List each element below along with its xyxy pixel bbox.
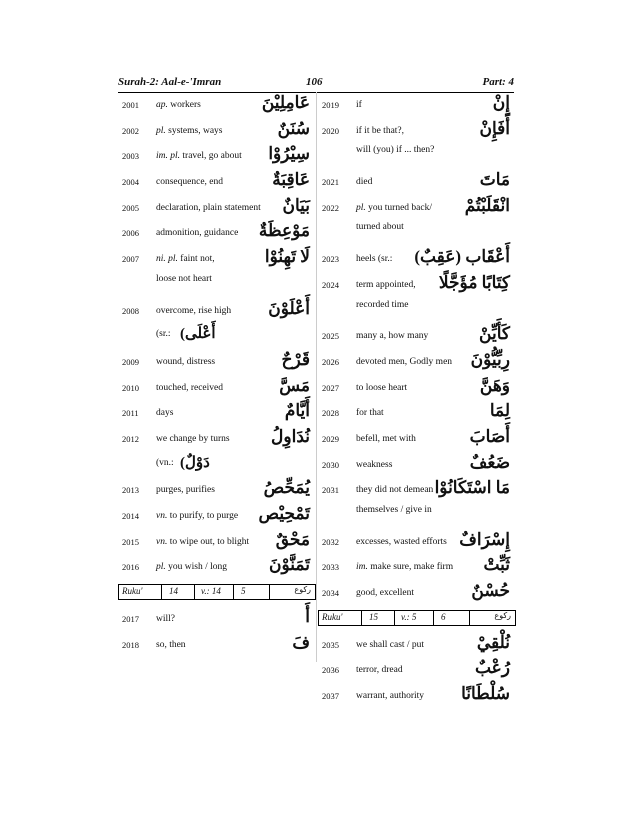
entry-meaning: [356, 222, 404, 232]
vocab-entry: [118, 220, 316, 246]
vocab-entry: [318, 143, 516, 169]
arabic-word: ثَبِّتْ: [483, 555, 510, 575]
meaning-text: to wipe out, to blight: [169, 536, 250, 547]
arabic-word: أَيَّامٌ: [284, 401, 310, 421]
entry-meaning: [156, 458, 174, 468]
arabic-word: بَيَانٌ: [282, 195, 310, 215]
vocab-entry: [318, 632, 516, 658]
entry-meaning: [356, 145, 434, 155]
entry-number: 2032: [322, 536, 339, 547]
vocab-entry: [318, 220, 516, 246]
entry-number: 2017: [122, 614, 139, 625]
vocab-entry: [118, 92, 316, 118]
entry-meaning: [156, 640, 186, 650]
meaning-text: if it be that?,: [356, 125, 405, 136]
arabic-word: تَمَنَّوْنَ: [269, 555, 310, 575]
vocab-entry: [118, 503, 316, 529]
arabic-word: مَوْعِظَةٌ: [258, 221, 310, 241]
meaning-text: admonition, guidance: [156, 228, 239, 239]
page-number: 106: [306, 76, 323, 88]
meaning-text: to purify, to purge: [169, 511, 239, 521]
vocab-entry: [318, 529, 516, 555]
entry-meaning: [356, 408, 384, 418]
meaning-text: wound, distress: [156, 356, 216, 367]
arabic-word: رِبِّيُّوْنَ: [470, 349, 510, 369]
ruku-label: Ruku': [322, 611, 343, 622]
entry-meaning: [156, 203, 261, 213]
entry-meaning: [356, 254, 392, 264]
arabic-word: فَ: [292, 632, 310, 652]
entry-meaning: [156, 126, 223, 136]
meaning-text: workers: [170, 100, 201, 110]
entry-meaning: [356, 588, 414, 598]
vocab-entry: [118, 477, 316, 503]
entry-number: 2028: [322, 408, 339, 419]
vocab-entry: [118, 349, 316, 375]
arabic-word: لَا تَهِنُوْا: [264, 247, 310, 267]
right-column: [318, 92, 516, 709]
vocab-entry: [318, 452, 516, 478]
meaning-text: (sr.:: [156, 329, 171, 340]
meaning-text: terror, dread: [356, 665, 403, 676]
vocab-entry: [318, 426, 516, 452]
entry-meaning: [156, 357, 215, 367]
part-label: Part: 4: [482, 76, 514, 88]
meaning-text: recorded time: [356, 299, 409, 310]
entry-meaning: [156, 151, 242, 161]
entry-number: 2029: [322, 433, 339, 444]
entry-meaning: [356, 485, 433, 495]
grammar-tag: im.: [356, 562, 368, 573]
meaning-text: if: [356, 100, 362, 110]
entry-meaning: [156, 537, 249, 547]
entry-number: 2014: [122, 511, 139, 521]
entry-number: 2021: [322, 177, 339, 188]
meaning-text: declaration, plain statement: [156, 202, 261, 213]
entry-number: 2034: [322, 588, 339, 599]
arabic-word: وَهَنَّ: [479, 375, 510, 395]
ruku-number: 14: [169, 586, 178, 597]
entry-meaning: [156, 614, 175, 624]
entry-meaning: [356, 126, 404, 136]
entry-meaning: [156, 228, 238, 238]
meaning-text: faint not,: [180, 254, 215, 265]
grammar-tag: pl.: [356, 202, 366, 213]
vocab-entry: [318, 683, 516, 709]
arabic-word: ضَعُفٌ: [469, 452, 510, 472]
arabic-word: أَ: [305, 607, 310, 627]
entry-number: 2030: [322, 459, 339, 470]
arabic-word: انْقَلَبْتُمْ: [464, 195, 510, 215]
arabic-word: أَعْقَاب (عَقِبٌ): [414, 247, 510, 267]
meaning-text: (vn.:: [156, 457, 174, 468]
entry-number: 2002: [122, 125, 139, 136]
vocab-entry: [118, 400, 316, 426]
entry-meaning: [156, 383, 223, 393]
entry-meaning: [156, 485, 215, 495]
vocab-entry: [118, 298, 316, 324]
arabic-word: حُسْنٌ: [471, 581, 510, 601]
left-column: [118, 92, 316, 657]
entry-number: 2036: [322, 665, 339, 676]
vocab-entry: [118, 375, 316, 401]
entry-number: 2013: [122, 485, 139, 496]
arabic-word: أَصَابَ: [469, 426, 510, 446]
arabic-word: مَحْقٌ: [275, 529, 310, 549]
arabic-word: مَا اسْتَكَانُوْا: [434, 478, 510, 498]
entry-number: 2025: [322, 331, 339, 342]
arabic-word: عَامِلِيْنَ: [261, 93, 310, 112]
meaning-text: warrant, authority: [356, 691, 425, 702]
left-entries-after: [118, 606, 316, 657]
ruku-number: 15: [369, 611, 378, 622]
entry-meaning: [156, 562, 227, 572]
entry-meaning: [356, 280, 416, 290]
vocab-entry: [118, 272, 316, 298]
meaning-text: good, excellent: [356, 588, 415, 599]
entry-number: 2001: [122, 100, 139, 110]
meaning-text: heels (sr.:: [356, 254, 393, 265]
entry-number: 2019: [322, 100, 339, 110]
meaning-text: for that: [356, 408, 384, 419]
entry-number: 2027: [322, 382, 339, 393]
entry-number: 2007: [122, 254, 139, 265]
verse-label: v.: 5: [401, 611, 417, 622]
ruku-box-left: [118, 584, 316, 600]
entry-meaning: [356, 203, 432, 213]
entry-meaning: [356, 177, 372, 187]
grammar-tag: pl.: [156, 125, 166, 136]
entry-number: 2004: [122, 177, 139, 188]
meaning-text: you turned back/: [368, 202, 432, 213]
vocab-entry: [118, 118, 316, 144]
vocab-entry: [318, 375, 516, 401]
vocab-entry: [318, 657, 516, 683]
arabic-word: أَعْلَى): [180, 326, 216, 343]
arabic-word: سُنَنٌ: [277, 118, 310, 138]
vocab-entry: [118, 606, 316, 632]
ruku-label: Ruku': [122, 586, 143, 597]
vocab-entry: [318, 503, 516, 529]
vocab-entry: [118, 169, 316, 195]
arabic-word: رُعْبٌ: [474, 658, 510, 678]
vocab-entry: [118, 246, 316, 272]
entry-meaning: [156, 511, 238, 521]
vocab-entry: [118, 143, 316, 169]
entry-number: 2016: [122, 562, 139, 573]
meaning-text: devoted men, Godly men: [356, 356, 453, 367]
grammar-tag: ni. pl.: [156, 254, 178, 265]
vocab-entry: [118, 554, 316, 580]
meaning-text: purges, purifies: [156, 485, 215, 496]
entry-number: 2024: [322, 279, 339, 290]
meaning-text: we shall cast / put: [356, 639, 425, 650]
arabic-word: قَرْحٌ: [281, 349, 310, 369]
arabic-word: لِمَا: [489, 401, 510, 421]
entry-meaning: [356, 331, 428, 341]
entry-number: 2022: [322, 202, 339, 213]
entry-meaning: [356, 505, 432, 515]
entry-meaning: [356, 434, 416, 444]
arabic-word: سِيْرُوْا: [268, 144, 310, 164]
vocab-entry: [318, 400, 516, 426]
entry-number: 2012: [122, 433, 139, 444]
meaning-text: systems, ways: [168, 125, 223, 136]
entry-meaning: [356, 640, 424, 650]
page-header: [118, 74, 514, 93]
entry-meaning: [156, 274, 212, 284]
meaning-text: many a, how many: [356, 331, 429, 342]
entry-number: 2033: [322, 562, 339, 573]
entry-meaning: [356, 300, 409, 310]
entry-meaning: [156, 306, 231, 316]
vocab-entry: [318, 92, 516, 118]
entry-meaning: [356, 537, 447, 547]
column-divider: [316, 92, 317, 662]
vocab-entry: [318, 580, 516, 606]
surah-title: Surah-2: Aal-e-'Imran: [118, 76, 222, 88]
arabic-word: سُلْطَانًا: [461, 684, 510, 704]
entry-meaning: [356, 691, 424, 701]
arabic-word: إِسْرَافٌ: [459, 529, 510, 549]
vocab-entry: [118, 529, 316, 555]
entry-meaning: [356, 460, 392, 470]
entry-number: 2031: [322, 485, 339, 496]
entry-meaning: [356, 562, 453, 572]
entry-number: 2023: [322, 254, 339, 265]
arabic-word: أَعْلَوْنَ: [268, 298, 310, 318]
grammar-tag: vn.: [156, 536, 168, 547]
entry-meaning: [356, 383, 407, 393]
verse-label: v.: 14: [201, 586, 221, 597]
arabic-word: تَمْحِيْص: [258, 504, 310, 523]
meaning-text: touched, received: [156, 382, 223, 393]
meaning-text: days: [156, 408, 174, 419]
meaning-text: turned about: [356, 222, 404, 233]
meaning-text: to loose heart: [356, 382, 408, 393]
meaning-text: overcome, rise high: [156, 305, 232, 316]
entry-meaning: [156, 408, 173, 418]
meaning-text: travel, go about: [182, 151, 242, 162]
meaning-text: themselves / give in: [356, 505, 432, 515]
meaning-text: excesses, wasted efforts: [356, 536, 447, 547]
vocab-entry: [118, 426, 316, 452]
meaning-text: befell, met with: [356, 433, 416, 444]
arabic-word: إِنْ: [492, 93, 510, 112]
arabic-word: يُمَحِّصُ: [263, 478, 310, 498]
vocab-entry: [318, 169, 516, 195]
vocab-entry: [118, 452, 316, 478]
entry-meaning: [156, 254, 215, 264]
meaning-text: term appointed,: [356, 279, 416, 290]
entry-number: 2010: [122, 382, 139, 393]
entry-number: 2005: [122, 202, 139, 213]
ruku-arabic: ركوع: [294, 585, 311, 595]
entry-meaning: [156, 100, 201, 110]
meaning-text: they did not demean: [356, 485, 434, 496]
entry-meaning: [156, 329, 171, 339]
arabic-word: أَفَإِنْ: [479, 118, 510, 138]
entry-number: 2035: [322, 639, 339, 650]
left-entries: [118, 92, 316, 580]
grammar-tag: ap.: [156, 100, 168, 110]
arabic-word: دَوْلٌ): [180, 454, 210, 471]
arabic-word: كِتَابًا مُؤَجَّلًا: [438, 272, 510, 292]
meaning-text: will (you) if ... then?: [356, 145, 435, 156]
vocab-entry: [318, 477, 516, 503]
vocab-entry: [318, 554, 516, 580]
arabic-word: مَاتَ: [479, 170, 510, 190]
meaning-text: will?: [156, 614, 175, 625]
verse-count: 5: [241, 586, 246, 597]
meaning-text: weakness: [356, 459, 393, 470]
arabic-word: نُلْقِيْ: [476, 632, 510, 652]
vocab-entry: [318, 349, 516, 375]
right-entries: [318, 92, 516, 606]
entry-number: 2018: [122, 639, 139, 650]
vocab-entry: [118, 195, 316, 221]
vocab-entry: [318, 272, 516, 298]
meaning-text: make sure, make firm: [370, 562, 454, 573]
meaning-text: consequence, end: [156, 177, 223, 188]
ruku-arabic: ركوع: [494, 610, 511, 620]
entry-number: 2009: [122, 356, 139, 367]
entry-meaning: [156, 177, 223, 187]
vocab-entry: [318, 118, 516, 144]
grammar-tag: im. pl.: [156, 151, 181, 162]
entry-meaning: [356, 357, 452, 367]
entry-number: 2011: [122, 408, 139, 419]
vocab-entry: [118, 632, 316, 658]
meaning-text: loose not heart: [156, 273, 212, 284]
entry-number: 2026: [322, 356, 339, 367]
vocab-entry: [318, 323, 516, 349]
entry-meaning: [356, 100, 362, 110]
arabic-word: كَأَيِّنْ: [479, 324, 510, 344]
entry-number: 2015: [122, 536, 139, 547]
entry-number: 2037: [322, 691, 339, 702]
grammar-tag: vn.: [156, 511, 168, 521]
entry-number: 2008: [122, 305, 139, 316]
vocab-entry: [318, 298, 516, 324]
entry-meaning: [156, 434, 230, 444]
meaning-text: we change by turns: [156, 433, 230, 444]
meaning-text: so, then: [156, 639, 186, 650]
vocab-entry: [318, 195, 516, 221]
vocab-entry: [318, 246, 516, 272]
entry-number: 2020: [322, 125, 339, 136]
arabic-word: نُدَاوِلُ: [271, 426, 310, 446]
entry-meaning: [356, 665, 403, 675]
verse-count: 6: [441, 611, 446, 622]
entry-number: 2003: [122, 151, 139, 162]
meaning-text: you wish / long: [168, 562, 227, 573]
arabic-word: عَاقِبَةٌ: [272, 170, 310, 190]
ruku-box-right: [318, 610, 516, 626]
vocab-entry: [118, 323, 316, 349]
meaning-text: died: [356, 177, 373, 188]
right-entries-after: [318, 632, 516, 709]
entry-number: 2006: [122, 228, 139, 239]
grammar-tag: pl.: [156, 562, 166, 573]
arabic-word: مَسَّ: [279, 375, 310, 395]
